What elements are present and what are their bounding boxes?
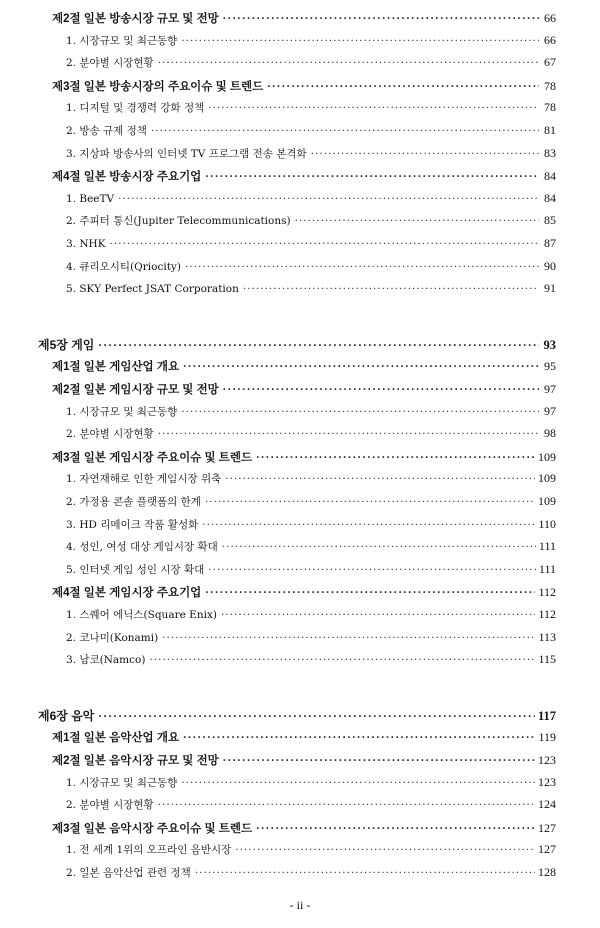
- toc-entry-page-number: 109: [538, 494, 556, 508]
- toc-entry-page-number: 90: [544, 258, 556, 273]
- toc-entry-page-number: 84: [544, 190, 556, 205]
- toc-entry-page-number: 98: [544, 426, 556, 441]
- dot-leader: [185, 261, 539, 273]
- toc-entry-page-number: 111: [538, 561, 556, 576]
- toc-entry-page-number: 85: [544, 213, 556, 228]
- toc-entry-section[interactable]: [0, 449, 600, 471]
- toc-entry-page-number: 127: [538, 842, 556, 857]
- toc-entry-item[interactable]: [0, 775, 600, 797]
- dot-leader: [225, 473, 535, 485]
- dot-leader: [162, 632, 535, 644]
- toc-entry-label: 제5장 게임: [38, 337, 95, 352]
- toc-entry-section[interactable]: [0, 168, 600, 190]
- toc-entry-label: 1. 스퀘어 에닉스(Square Enix): [66, 609, 217, 621]
- dot-leader: [149, 654, 535, 666]
- dot-leader: [195, 867, 535, 879]
- toc-entry-label: 1. 전 세계 1위의 오프라인 음반시장: [66, 844, 232, 857]
- dot-leader: [151, 125, 539, 137]
- dot-leader: [158, 799, 535, 811]
- toc-entry-label: 3. 남코(Namco): [66, 654, 146, 667]
- toc-entry-page-number: 127: [538, 820, 556, 835]
- toc-entry-label: 2. 가정용 콘솔 플랫폼의 한계: [66, 496, 201, 508]
- dot-leader: [181, 35, 539, 47]
- toc-entry-section[interactable]: [0, 820, 600, 842]
- toc-entry-label: 제6장 음악: [38, 708, 95, 723]
- dot-leader: [256, 452, 535, 464]
- dot-leader: [221, 609, 535, 621]
- toc-entry-page-number: 111: [538, 539, 556, 554]
- toc-entry-item[interactable]: [0, 562, 600, 584]
- toc-entry-page-number: 124: [538, 797, 556, 812]
- toc-entry-item[interactable]: [0, 123, 600, 145]
- toc-entry-page-number: 95: [544, 359, 556, 374]
- dot-leader: [202, 519, 535, 531]
- toc-entry-item[interactable]: [0, 191, 600, 213]
- toc-entry-item[interactable]: [0, 607, 600, 629]
- toc-entry-page-number: 97: [544, 403, 556, 418]
- toc-entry-label: 1. 시장규모 및 최근동향: [66, 776, 178, 789]
- toc-entry-item[interactable]: [0, 146, 600, 168]
- dot-leader: [223, 755, 535, 767]
- toc-entry-label: 제3절 일본 음악시장 주요이슈 및 트렌드: [52, 822, 253, 835]
- toc-entry-item[interactable]: [0, 865, 600, 887]
- toc-entry-page-number: 115: [538, 652, 556, 667]
- toc-entry-section[interactable]: [0, 752, 600, 774]
- toc-entry-label: 4. 성인, 여성 대상 게임시장 확대: [66, 541, 218, 554]
- toc-entry-label: 제2절 일본 게임시장 규모 및 전망: [52, 384, 219, 396]
- toc-entry-page-number: 78: [544, 100, 556, 115]
- dot-leader: [235, 844, 535, 856]
- toc-entry-label: 제4절 일본 방송시장 주요기업: [52, 171, 202, 184]
- toc-entry-chapter[interactable]: [0, 336, 600, 358]
- dot-leader: [205, 171, 539, 183]
- toc-entry-item[interactable]: [0, 630, 600, 652]
- toc-entry-page-number: 83: [544, 145, 556, 160]
- toc-entry-page-number: 128: [538, 865, 556, 879]
- dot-leader: [118, 193, 539, 205]
- toc-entry-item[interactable]: [0, 842, 600, 864]
- toc-entry-item[interactable]: [0, 259, 600, 281]
- toc-entry-label: 3. NHK: [66, 238, 106, 250]
- toc-entry-section[interactable]: [0, 729, 600, 751]
- toc-entry-section[interactable]: [0, 10, 600, 32]
- dot-leader: [158, 428, 539, 440]
- toc-entry-section[interactable]: [0, 584, 600, 606]
- toc-entry-label: 2. 일본 음악산업 관련 정책: [66, 867, 191, 879]
- toc-entry-label: 3. 지상파 방송사의 인터넷 TV 프로그램 전송 본격화: [66, 147, 307, 160]
- toc-entry-page-number: 66: [544, 11, 556, 25]
- toc-entry-label: 4. 큐리오시티(Qriocity): [66, 260, 181, 273]
- toc-entry-chapter[interactable]: [0, 707, 600, 729]
- toc-entry-page-number: 113: [538, 629, 556, 644]
- toc-entry-page-number: 81: [544, 123, 556, 137]
- dot-leader: [208, 564, 536, 576]
- dot-leader: [181, 406, 539, 418]
- toc-entry-label: 제3절 일본 방송시장의 주요이슈 및 트렌드: [52, 80, 264, 93]
- toc-entry-item[interactable]: [0, 281, 600, 303]
- toc-entry-item[interactable]: [0, 517, 600, 539]
- toc-entry-label: 제2절 일본 음악시장 규모 및 전망: [52, 755, 219, 767]
- dot-leader: [205, 587, 535, 599]
- toc-entry-page-number: 87: [544, 236, 556, 250]
- dot-leader: [223, 13, 539, 25]
- toc-entry-item[interactable]: [0, 404, 600, 426]
- toc-entry-section[interactable]: [0, 358, 600, 380]
- toc-entry-label: 2. 방송 규제 정책: [66, 125, 147, 137]
- toc-entry-page-number: 109: [538, 471, 556, 486]
- toc-entry-label: 3. HD 리메이크 작품 활성화: [66, 518, 199, 531]
- dot-leader: [98, 709, 535, 723]
- toc-entry-label: 2. 분야별 시장현황: [66, 428, 154, 441]
- toc-entry-page-number: 117: [537, 708, 556, 723]
- dot-leader: [256, 823, 535, 835]
- toc-entry-label: 5. SKY Perfect JSAT Corporation: [66, 283, 239, 296]
- toc-entry-label: 1. 시장규모 및 최근동향: [66, 405, 178, 418]
- toc-entry-label: 제1절 일본 음악산업 개요: [52, 732, 180, 745]
- dot-leader: [183, 732, 535, 744]
- toc-entry-label: 2. 코나미(Konami): [66, 631, 159, 644]
- toc-entry-page-number: 78: [544, 78, 556, 93]
- toc-entry-item[interactable]: [0, 652, 600, 674]
- toc-entry-page-number: 123: [538, 774, 556, 789]
- toc-entry-item[interactable]: [0, 494, 600, 516]
- toc-entry-page-number: 123: [538, 753, 556, 767]
- toc-entry-item[interactable]: [0, 539, 600, 561]
- toc-entry-page-number: 84: [544, 169, 556, 184]
- toc-entry-label: 제4절 일본 게임시장 주요기업: [52, 587, 202, 600]
- dot-leader: [267, 81, 539, 93]
- dot-leader: [311, 148, 539, 160]
- toc-entry-label: 5. 인터넷 게임 성인 시장 확대: [66, 563, 205, 576]
- dot-leader: [183, 361, 539, 373]
- dot-leader: [222, 541, 536, 553]
- dot-leader: [158, 57, 539, 69]
- toc-entry-page-number: 91: [544, 281, 556, 296]
- toc-entry-section[interactable]: [0, 381, 600, 403]
- dot-leader: [205, 496, 535, 508]
- toc-entry-page-number: 119: [538, 730, 556, 745]
- toc-entry-page-number: 66: [544, 32, 556, 47]
- toc-entry-section[interactable]: [0, 78, 600, 100]
- dot-leader: [243, 283, 539, 295]
- toc-entry-item[interactable]: [0, 426, 600, 448]
- toc-entry-label: 1. 자연재해로 인한 게임시장 위축: [66, 473, 222, 486]
- toc-entry-label: 2. 분야별 시장현황: [66, 57, 154, 70]
- toc-entry-page-number: 112: [538, 585, 556, 600]
- toc-entry-item[interactable]: [0, 100, 600, 122]
- toc-entry-item[interactable]: [0, 33, 600, 55]
- dot-leader: [208, 102, 539, 114]
- toc-entry-label: 제3절 일본 게임시장 주요이슈 및 트렌드: [52, 451, 253, 464]
- toc-entry-page-number: 93: [543, 337, 556, 352]
- toc-entry-page-number: 97: [544, 382, 556, 396]
- toc-entry-label: 1. BeeTV: [66, 192, 115, 205]
- toc-entry-label: 1. 시장규모 및 최근동향: [66, 34, 178, 47]
- toc-entry-item[interactable]: [0, 55, 600, 77]
- toc-entry-page-number: 67: [544, 55, 556, 70]
- dot-leader: [181, 777, 535, 789]
- toc-entry-item[interactable]: [0, 236, 600, 258]
- toc-entry-label: 제2절 일본 방송시장 규모 및 전망: [52, 13, 219, 25]
- dot-leader: [98, 338, 539, 352]
- dot-leader: [223, 384, 539, 396]
- toc-entry-label: 제1절 일본 게임산업 개요: [52, 361, 180, 374]
- toc-entry-item[interactable]: [0, 213, 600, 235]
- toc-entry-label: 2. 주피터 통신(Jupiter Telecommunications): [66, 215, 291, 228]
- dot-leader: [110, 238, 539, 250]
- toc-entry-item[interactable]: [0, 797, 600, 819]
- toc-entry-label: 1. 디지털 및 경쟁력 강화 정책: [66, 102, 205, 115]
- toc-entry-page-number: 109: [538, 449, 556, 464]
- toc-entry-item[interactable]: [0, 471, 600, 493]
- toc-entry-page-number: 110: [538, 516, 556, 531]
- dot-leader: [295, 215, 539, 227]
- toc-entry-label: 2. 분야별 시장현황: [66, 799, 154, 812]
- page-number-footer: - ii -: [289, 898, 311, 912]
- toc-entry-page-number: 112: [538, 607, 556, 621]
